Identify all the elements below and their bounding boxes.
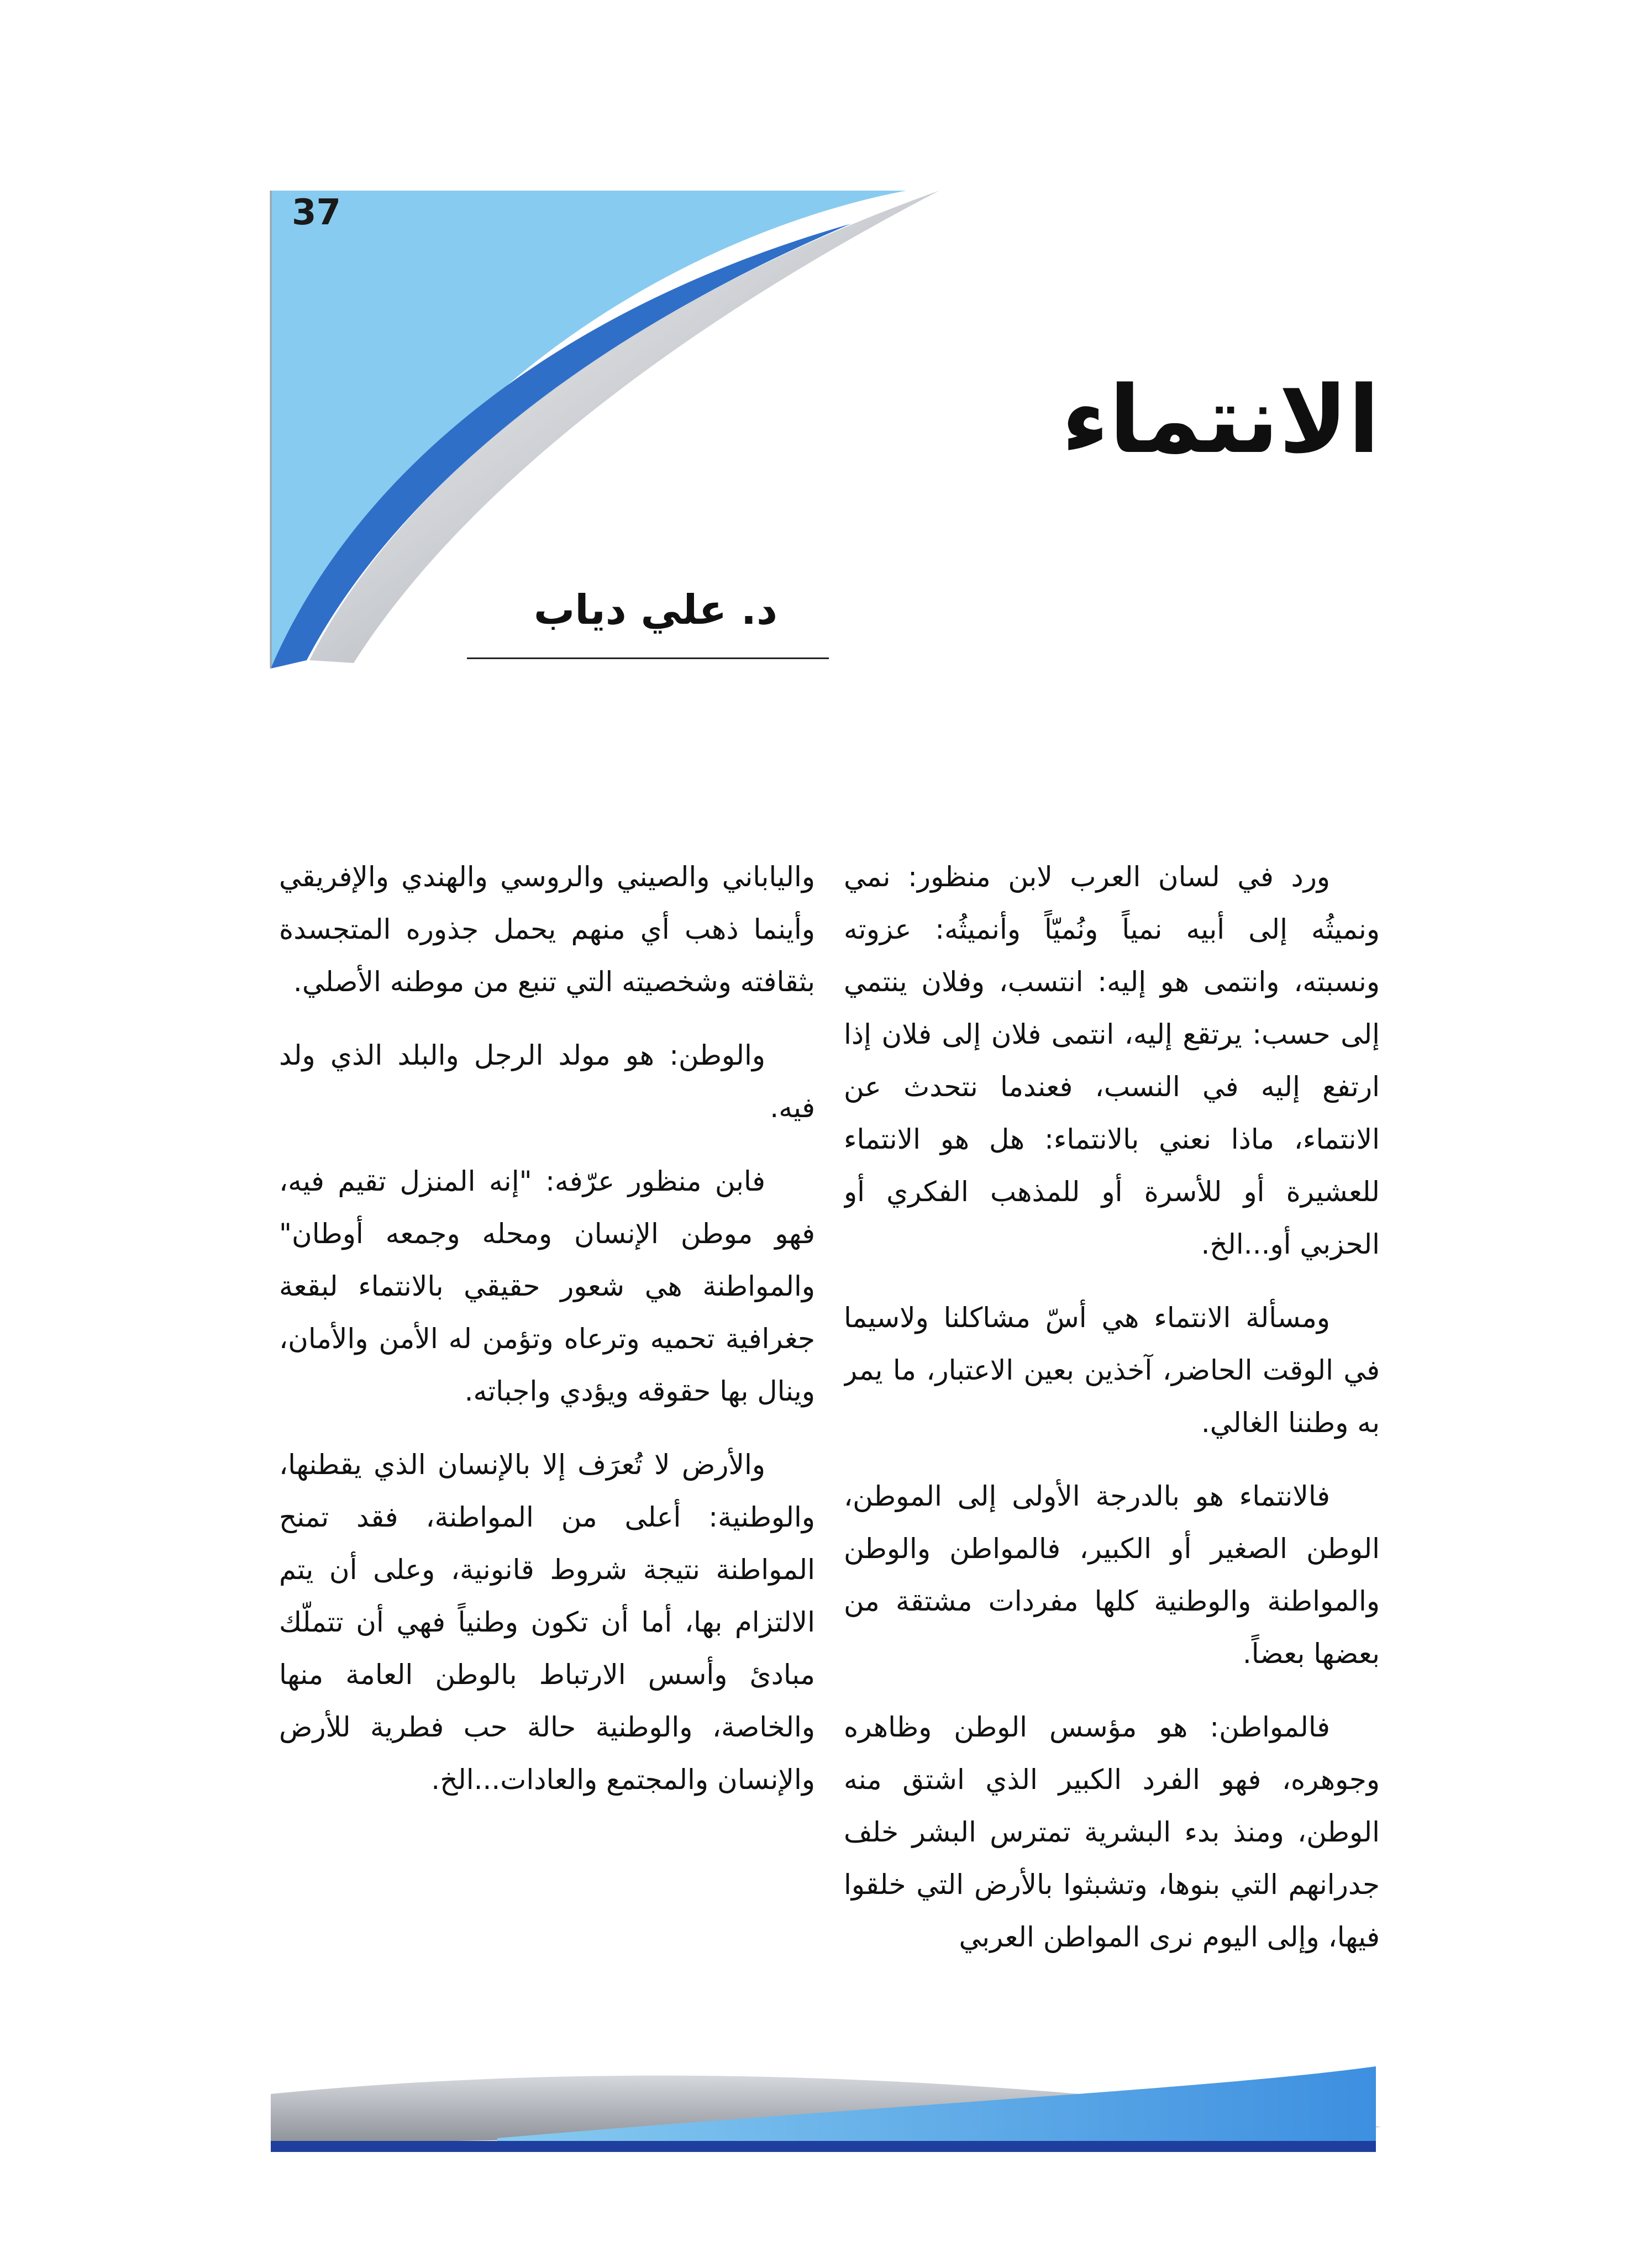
paragraph: والياباني والصيني والروسي والهندي والإفريقي وأينما ذهب أي منهم يحمل جذوره المتجسدة بثقافته وشخصيته التي تنبع من موطنه الأصلي.	[279, 861, 815, 998]
author-underline	[467, 657, 829, 659]
text-column-left	[279, 851, 815, 2044]
paragraph: والوطن: هو مولد الرجل والبلد الذي ولد فيه.	[279, 1039, 815, 1124]
paragraph: فالانتماء هو بالدرجة الأولى إلى الموطن، الوطن الصغير أو الكبير، فالمواطن والوطن والمواطنة والوطنية كلها مفردات مشتقة من بعضها بعضاً.	[844, 1480, 1380, 1670]
text-column-right	[844, 851, 1380, 2044]
paragraph: فالمواطن: هو مؤسس الوطن وظاهره وجوهره، فهو الفرد الكبير الذي اشتق منه الوطن، ومنذ بدء البشرية تمترس البشر خلف جدرانهم التي بنوها، وتشبثوا بالأرض التي خلقوا فيها، وإلى اليوم نرى المواطن العربي	[844, 1711, 1380, 1953]
article-title: الانتماء	[1061, 366, 1380, 474]
paragraph: ورد في لسان العرب لابن منظور: نمي ونميثُه إلى أبيه نمياً ونُميّاً وأنميثُه: عزوته ونسبته، وانتمى هو إليه: انتسب، وفلان ينتمي إلى حسب: يرتقع إليه، انتمى فلان إلى فلان إذا ارتفع إليه في النسب، فعندما نتحدث عن الانتماء، ماذا نعني بالانتماء: هل هو الانتماء للعشيرة أو للأسرة أو للمذهب الفكري أو الحزبي أو...الخ.	[844, 861, 1380, 1260]
footer-swoosh-graphic	[0, 2044, 1645, 2182]
paragraph: والأرض لا تُعرَف إلا بالإنسان الذي يقطنها، والوطنية: أعلى من المواطنة، فقد تمنح المواطنة نتيجة شروط قانونية، وعلى أن يتم الالتزام بها، أما أن تكون وطنياً فهي أن تتملّك مبادئ وأسس الارتباط بالوطن العامة منها والخاصة، والوطنية حالة حب فطرية للأرض والإنسان والمجتمع والعادات...الخ.	[279, 1449, 815, 1796]
paragraph: فابن منظور عرّفه: "إنه المنزل تقيم فيه، فهو موطن الإنسان ومحله وجمعه أوطان" والمواطنة هي شعور حقيقي بالانتماء لبقعة جغرافية تحميه وترعاه وتؤمن له الأمن والأمان، وينال بها حقوقه ويؤدي واجباته.	[279, 1165, 815, 1407]
author-name: د. علي دياب	[533, 586, 777, 634]
footer-dark-blue-bar	[271, 2141, 1376, 2152]
header-swoosh-graphic	[0, 0, 1645, 718]
paragraph: ومسألة الانتماء هي أسّ مشاكلنا ولاسيما في الوقت الحاضر، آخذين بعين الاعتبار، ما يمر به وطننا الغالي.	[844, 1302, 1380, 1439]
page-number: 37	[292, 192, 341, 233]
